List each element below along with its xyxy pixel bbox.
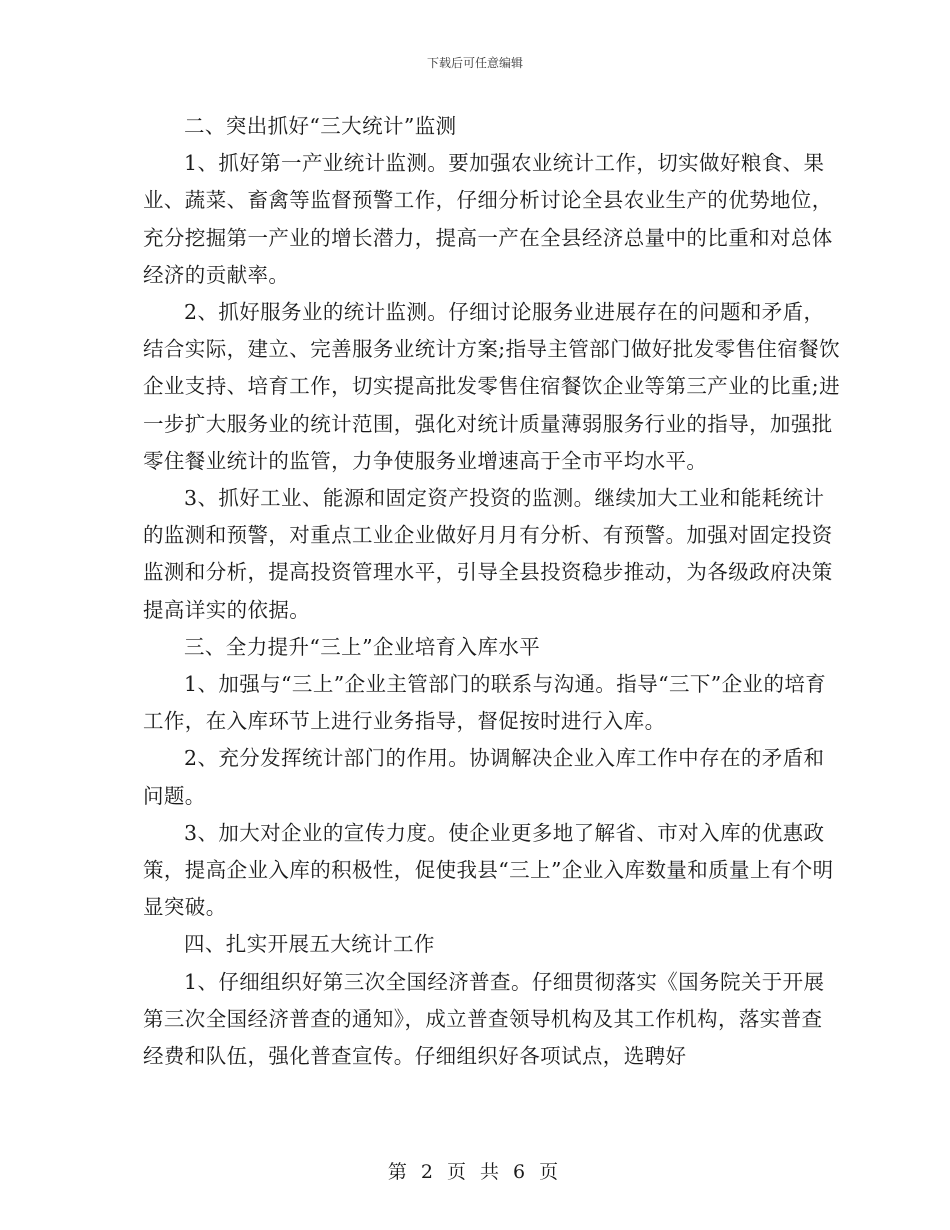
section-heading: 三、全力提升“三上”企业培育入库水平: [184, 634, 541, 659]
paragraph: 2、充分发挥统计部门的作用。协调解决企业入库工作中存在的矛盾和问题。: [143, 746, 825, 808]
paragraph: 1、抓好第一产业统计监测。要加强农业统计工作，切实做好粮食、果业、蔬菜、畜禽等监督预警工作，仔细分析讨论全县农业生产的优势地位，充分挖掘第一产业的增长潜力，提高一产在全县经济总量中的比重和对总体经济的贡献率。: [143, 151, 833, 287]
section-heading: 二、突出抓好“三大统计”监测: [184, 114, 457, 138]
paragraph: 1、仔细组织好第三次全国经济普查。仔细贯彻落实《国务院关于开展第三次全国经济普查的通知》，成立普查领导机构及其工作机构，落实普查经费和队伍，强化普查宣传。仔细组织好各项试点，选聘好: [143, 969, 825, 1069]
header-note: 下载后可任意编辑: [426, 56, 523, 70]
section-heading: 四、扎实开展五大统计工作: [184, 932, 435, 957]
paragraph: 1、加强与“三上”企业主管部门的联系与沟通。指导“三下”企业的培育工作，在入库环节上进行业务指导，督促按时进行入库。: [143, 672, 827, 734]
page-number-footer: 第 2 页 共 6 页: [387, 1161, 563, 1183]
document-body: [143, 108, 843, 1075]
paragraph: 2、抓好服务业的统计监测。仔细讨论服务业进展存在的问题和矛盾，结合实际，建立、完善服务业统计方案;指导主管部门做好批发零售住宿餐饮企业支持、培育工作，切实提高批发零售住宿餐饮企业等第三产业的比重;进一步扩大服务业的统计范围，强化对统计质量薄弱服务行业的指导，加强批零住餐业统计的监管，力争使服务业增速高于全市平均水平。: [143, 300, 841, 473]
paragraph: 3、抓好工业、能源和固定资产投资的监测。继续加大工业和能耗统计的监测和预警，对重点工业企业做好月月有分析、有预警。加强对固定投资监测和分析，提高投资管理水平，引导全县投资稳步推动，为各级政府决策提高详实的依据。: [143, 486, 833, 622]
paragraph: 3、加大对企业的宣传力度。使企业更多地了解省、市对入库的优惠政策，提高企业入库的积极性，促使我县“三上”企业入库数量和质量上有个明显突破。: [143, 820, 834, 920]
